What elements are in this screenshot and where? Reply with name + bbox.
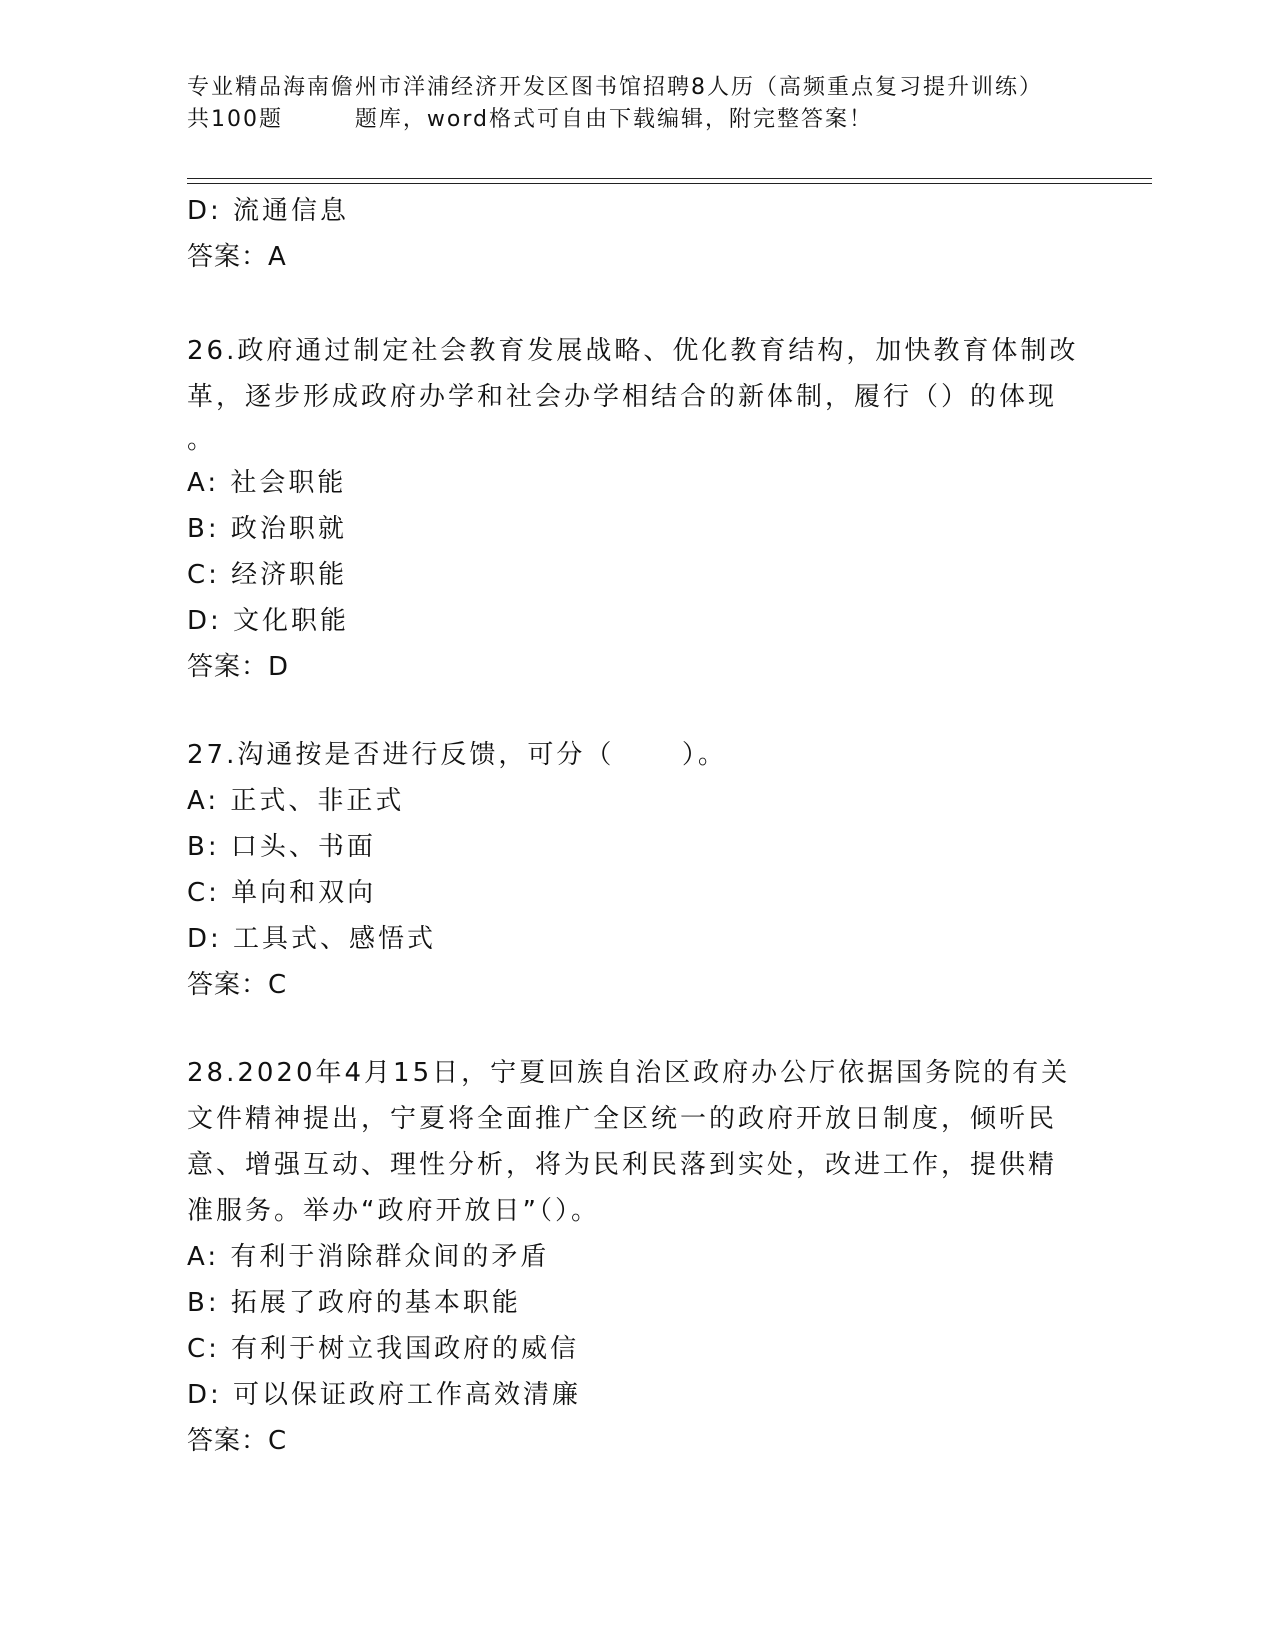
option-d: D: 工具式、感悟式 xyxy=(187,924,437,954)
prev-question-answer: 答案：A xyxy=(187,242,287,272)
stem-line: 文件精神提出，宁夏将全面推广全区统一的政府开放日制度，倾听民 xyxy=(187,1104,1058,1134)
stem-line: 革，逐步形成政府办学和社会办学相结合的新体制，履行（）的体现 xyxy=(187,382,1058,412)
header-divider-bottom xyxy=(187,183,1152,184)
option-c: C: 有利于树立我国政府的威信 xyxy=(187,1334,580,1364)
stem-line: 28.2020年4月15日，宁夏回族自治区政府办公厅依据国务院的有关 xyxy=(187,1058,1071,1088)
option-a: A: 有利于消除群众间的矛盾 xyxy=(187,1242,550,1272)
question-26 xyxy=(187,328,1087,690)
option-a: A: 社会职能 xyxy=(187,468,347,498)
stem-line: 。 xyxy=(187,425,217,455)
question-stem xyxy=(187,1050,1087,1234)
page-header xyxy=(187,72,1087,136)
stem-line: 意、增强互动、理性分析，将为民利民落到实处，改进工作，提供精 xyxy=(187,1150,1058,1180)
document-body xyxy=(187,188,1087,1464)
option-b: B: 政治职就 xyxy=(187,514,347,544)
answer: 答案：C xyxy=(187,970,288,1000)
stem-line: 27.沟通按是否进行反馈，可分（ ）。 xyxy=(187,740,727,770)
header-title-line2: 共100题 题库，word格式可自由下载编辑，附完整答案！ xyxy=(187,107,874,132)
question-28 xyxy=(187,1050,1087,1464)
header-title-line1: 专业精品海南儋州市洋浦经济开发区图书馆招聘8人历（高频重点复习提升训练） xyxy=(187,75,1043,100)
option-a: A: 正式、非正式 xyxy=(187,786,405,816)
question-stem xyxy=(187,732,1087,778)
header-divider-top xyxy=(187,178,1152,179)
question-stem xyxy=(187,328,1087,460)
answer: 答案：D xyxy=(187,652,290,682)
answer: 答案：C xyxy=(187,1426,288,1456)
option-c: C: 经济职能 xyxy=(187,560,348,590)
prev-question-option-d: D: 流通信息 xyxy=(187,196,350,226)
option-b: B: 口头、书面 xyxy=(187,832,376,862)
option-d: D: 可以保证政府工作高效清廉 xyxy=(187,1380,582,1410)
stem-line: 26.政府通过制定社会教育发展战略、优化教育结构，加快教育体制改 xyxy=(187,336,1079,366)
stem-line: 准服务。举办“政府开放日”（）。 xyxy=(187,1196,600,1226)
option-c: C: 单向和双向 xyxy=(187,878,377,908)
question-27 xyxy=(187,732,1087,1008)
option-d: D: 文化职能 xyxy=(187,606,350,636)
option-b: B: 拓展了政府的基本职能 xyxy=(187,1288,521,1318)
